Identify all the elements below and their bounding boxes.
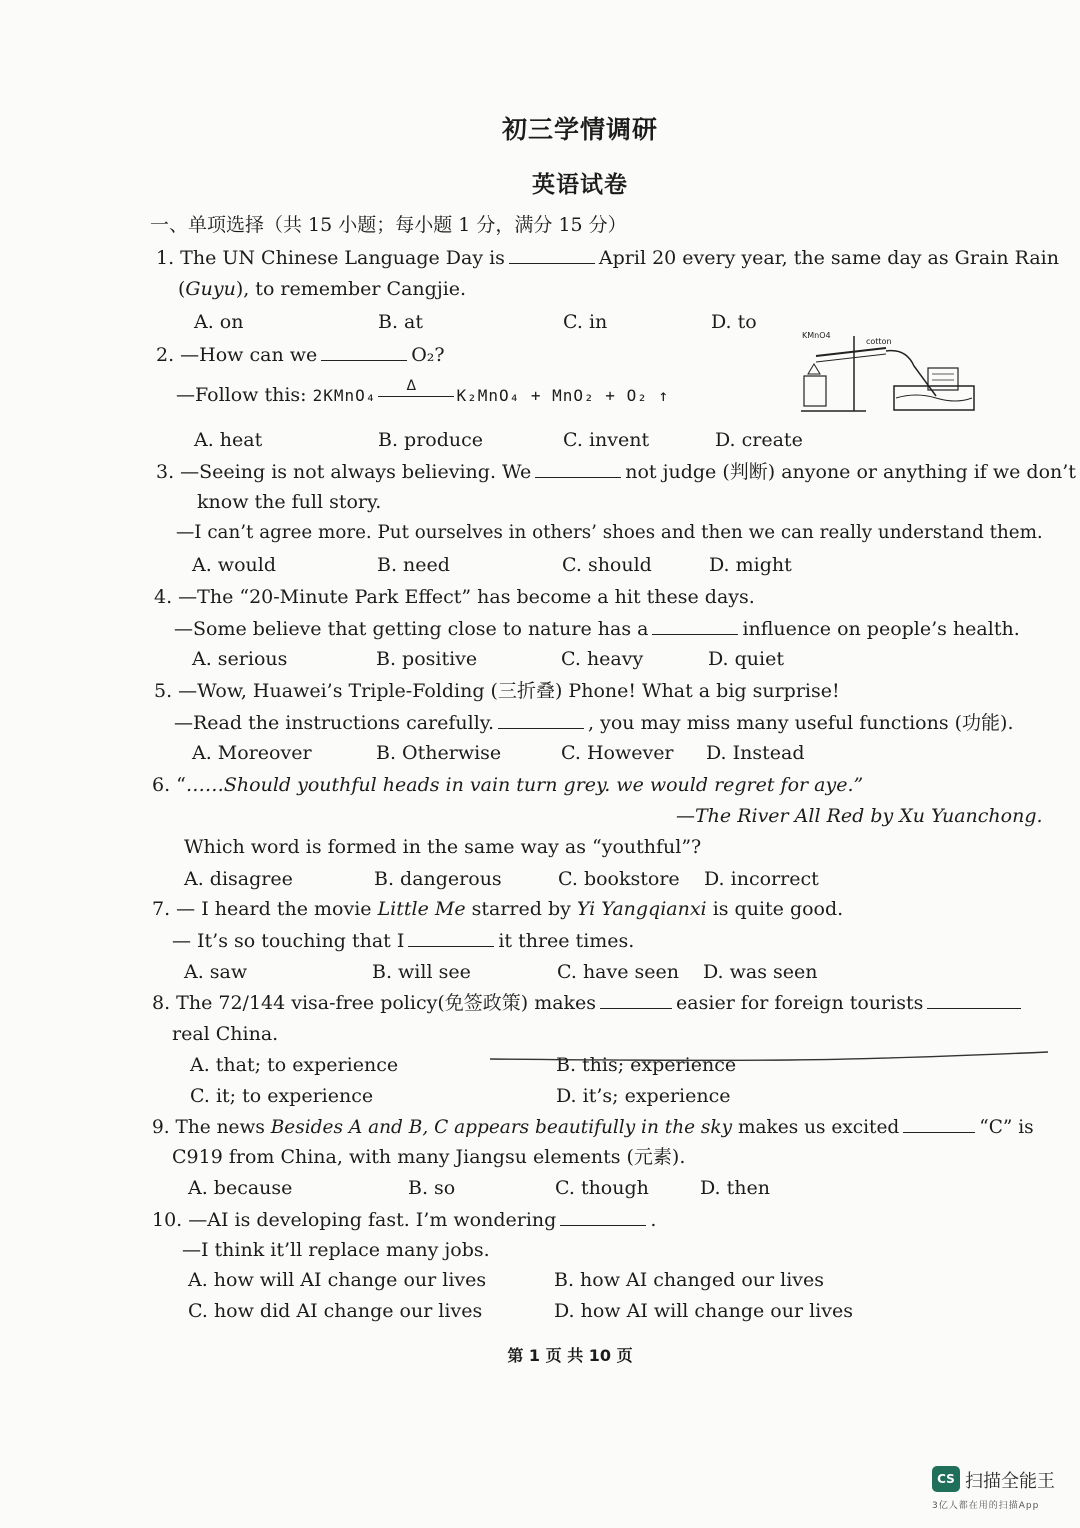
question-4-option-b: B. positive [376,648,478,670]
question-9-option-a: A. because [188,1177,293,1199]
question-1-line-2: (Guyu), to remember Cangjie. [178,278,467,300]
question-2-option-d: D. create [715,429,803,451]
question-4-option-a: A. serious [192,648,288,670]
question-7-option-d: D. was seen [703,961,818,983]
question-3-option-d: D. might [709,554,792,576]
answer-blank [321,342,407,361]
question-4-line-1: 4. —The “20-Minute Park Effect” has become a hit these days. [154,586,755,608]
exam-subtitle: 英语试卷 [532,171,628,198]
lab-apparatus-diagram [796,326,976,416]
answer-blank [903,1114,975,1133]
question-9-option-b: B. so [408,1177,456,1199]
question-1-option-a: A. on [194,311,244,333]
equation-products: K₂MnO₄ + MnO₂ + O₂ ↑ [456,386,670,405]
answer-blank [560,1207,646,1226]
question-10-option-b: B. how AI changed our lives [554,1269,825,1291]
watermark-name: 扫描全能王 [965,1471,1055,1492]
question-6-option-d: D. incorrect [704,868,819,890]
pen-strikethrough [490,1050,1048,1064]
question-2-option-c: C. invent [563,429,650,451]
question-3-option-b: B. need [377,554,450,576]
question-8-line-2: real China. [172,1023,279,1045]
reaction-arrow: Δ [378,396,454,397]
scanner-watermark [932,1466,1062,1516]
question-7-line-2: — It’s so touching that I it three times. [172,930,635,952]
question-4-line-2: —Some believe that getting close to nature has a influence on people’s health. [174,618,1020,640]
question-5-line-2: —Read the instructions carefully. , you may miss many useful functions (功能). [174,712,1014,734]
question-10-option-d: D. how AI will change our lives [554,1300,853,1322]
question-8-option-a: A. that; to experience [190,1054,399,1076]
question-2-option-a: A. heat [194,429,263,451]
question-9-option-d: D. then [700,1177,770,1199]
question-4-option-d: D. quiet [708,648,784,670]
question-5-option-c: C. However [561,742,674,764]
question-2-line-1: 2. —How can we O₂? [156,344,445,366]
question-5-option-b: B. Otherwise [376,742,502,764]
answer-blank [652,616,738,635]
answer-blank [600,990,672,1009]
question-10-line-2: —I think it’ll replace many jobs. [182,1239,490,1261]
page-number: 第 1 页 共 10 页 [507,1346,633,1365]
question-6-option-b: B. dangerous [374,868,502,890]
diagram-label-cotton: cotton [866,337,892,346]
answer-blank [498,710,584,729]
question-6-option-a: A. disagree [184,868,293,890]
question-9-option-c: C. though [555,1177,649,1199]
question-1-option-c: C. in [563,311,608,333]
question-8-line-1: 8. The 72/144 visa-free policy(免签政策) makes easier for foreign tourists [152,990,1025,1015]
answer-blank [927,990,1021,1009]
question-7-option-b: B. will see [372,961,471,983]
answer-blank [408,928,494,947]
question-8-option-d: D. it’s; experience [556,1085,731,1107]
camscanner-logo-icon: CS [932,1466,960,1492]
section-heading: 一、单项选择（共 15 小题；每小题 1 分，满分 15 分） [150,214,627,236]
question-3-line-1: 3. —Seeing is not always believing. We not judge (判断) anyone or anything if we don’t [156,461,1076,483]
question-7-line-1: 7. — I heard the movie Little Me starred by Yi Yangqianxi is quite good. [152,898,844,920]
question-6-line-3: Which word is formed in the same way as “youthful”? [184,836,702,858]
question-6-option-c: C. bookstore [558,868,680,890]
question-5-option-a: A. Moreover [192,742,312,764]
question-1-option-b: B. at [378,311,424,333]
exam-title: 初三学情调研 [501,115,658,144]
question-9-line-2: C919 from China, with many Jiangsu elements (元素). [172,1146,686,1168]
diagram-label-kmno4: KMnO4 [802,331,831,340]
answer-blank [509,245,595,264]
question-10-option-a: A. how will AI change our lives [188,1269,487,1291]
question-6-line-1: 6. “……Should youthful heads in vain turn grey. we would regret for aye.” [152,774,864,796]
question-8-option-b: B. this; experience [556,1054,737,1076]
question-1-line-1: 1. The UN Chinese Language Day is April 20 every year, the same day as Grain Rain [156,247,1059,269]
question-5-option-d: D. Instead [706,742,805,764]
question-9-line-1: 9. The news Besides A and B, C appears beautifully in the sky makes us excited “C” is [152,1114,1034,1140]
answer-blank [535,459,621,478]
question-7-option-c: C. have seen [557,961,679,983]
question-6-citation: —The River All Red by Xu Yuanchong. [676,805,1043,827]
question-3-option-a: A. would [192,554,276,576]
question-10-option-c: C. how did AI change our lives [188,1300,483,1322]
question-3-line-3: —I can’t agree more. Put ourselves in others’ shoes and then we can really understand them. [176,522,1043,543]
question-2-option-b: B. produce [378,429,484,451]
question-1-option-d: D. to [711,311,757,333]
watermark-tagline: 3亿人都在用的扫描App [932,1501,1040,1511]
question-4-option-c: C. heavy [561,648,644,670]
question-7-option-a: A. saw [184,961,248,983]
question-8-option-c: C. it; to experience [190,1085,374,1107]
equation-reactant: 2KMnO₄ [312,386,377,405]
question-2-line-2: —Follow this: 2KMnO₄ Δ K₂MnO₄ + MnO₂ + O₂ ↑ [176,377,670,406]
question-10-line-1: 10. —AI is developing fast. I’m wondering . [152,1209,657,1231]
question-5-line-1: 5. —Wow, Huawei’s Triple-Folding (三折叠) Phone! What a big surprise! [154,680,840,702]
question-3-line-2: know the full story. [197,491,382,513]
question-3-option-c: C. should [562,554,652,576]
